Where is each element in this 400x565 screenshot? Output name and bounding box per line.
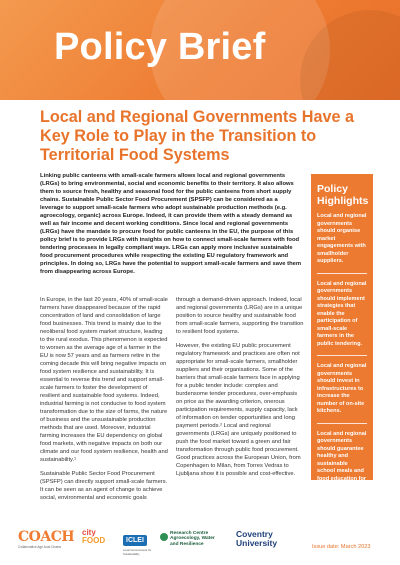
sidebar-title: Policy Highlights (317, 183, 369, 207)
body-paragraph: Sustainable Public Sector Food Procurement (SPSFP) can directly support small-scale farmers. It can be seen as an agent of change to achieve social, environmental and economic goals (40, 471, 168, 501)
highlight-item: Local and regional governments should implement strategies that enable the participation of small-scale farmers in the public tendering. (317, 280, 367, 347)
highlight-item: Local and regional governments should guarantee healthy and sustainable school meals and food education for every school child. (317, 430, 367, 497)
highlight-item: Local and regional governments should invest in infrastructures to increase the number of on-site kitchens. (317, 363, 367, 414)
coventry-line2: University (236, 537, 278, 548)
page-title: Policy Brief (54, 26, 266, 68)
body-paragraph: In Europe, in the last 20 years, 40% of small-scale farmers have disappeared because of the rapid concentration of land and consolidation of large food businesses. This trend is mainly due to the neoliberal food system market structure, leading to the rural exodus. This phenomenon is expected to worsen as the average age of a farmer in the EU is now 57 years and as farmers retire in the coming decade this will bring negative impacts on food system resilience and sustainability. It is essential to reverse this trend and support small-scale farmers to foster the development of resilient and sustainable food systems. Indeed, industrial farming is not conducive to food system transformation due to the size of farms, the nature of business and the unsustainable production methods that are used. Moreover, industrial farming increases the EU dependency on global food markets, with negative impacts on both our climate and our food system resilience, health and sustainability.¹ (40, 297, 168, 463)
intro-paragraph: Linking public canteens with small-scale farmers allows local and regional governments (LRGs) to bring environmental, social and economic benefits to their territory. It also allows them to source fresh, healthy and seasonal food for the public canteens from short supply chains. Sustainable Public Sector Food Procurement (SPSFP) can be considered as a leverage to support small-scale farmers who adopt sustainable production methods (e.g. agroecology, organic) across Europe. Indeed, it can provide them with a steady demand as well as fair income and decent working conditions. Since local and regional governments (LRGs) have the mandate to procure food for public canteens in the EU, the purpose of this policy brief is to provide LRGs with insights on how to connect small-scale farmers with food tendering processes in legally compliant ways. LRGs can apply more inclusive sustainable food procurement procedures while respecting the existing EU regulatory framework and principles. In doing so, LRGs have the potential to support small-scale farmers and save them from disappearing across Europe. (40, 173, 302, 275)
coventry-line1: Coventry (236, 529, 273, 539)
city-food-line1: city (82, 528, 96, 537)
issue-date: Issue date: March 2023 (312, 544, 371, 550)
policy-highlights-sidebar (311, 174, 373, 497)
divider (317, 355, 367, 356)
divider (317, 423, 367, 424)
header-banner (0, 0, 400, 100)
research-centre-logo (170, 531, 228, 547)
research-centre-line1: Research Centre (170, 531, 209, 536)
document-subtitle: Local and Regional Governments Have a Key Role to Play in the Transition to Territorial Food Systems (40, 108, 354, 164)
city-food-logo (82, 529, 114, 545)
iclei-logo-mark: ICLEI (123, 535, 147, 546)
iclei-logo (123, 529, 157, 556)
body-column-left (40, 296, 168, 508)
research-centre-badge-icon (160, 533, 168, 541)
coventry-university-logo (236, 530, 288, 547)
body-paragraph: through a demand-driven approach. Indeed, local and regional governments (LRGs) are in a unique position to source healthy and sustainable food from small-scale farmers, supporting the transition to resilient food systems. (176, 297, 304, 335)
body-column-middle (176, 296, 304, 484)
research-centre-line2: Agroecology, Water (170, 536, 215, 542)
iclei-logo-subtitle: Local Governments for Sustainability (123, 548, 152, 556)
coach-logo (18, 529, 75, 549)
research-centre-line3: and Resilience (170, 541, 204, 547)
city-food-line2: FOOD (82, 536, 106, 545)
coach-logo-mark: COACH (18, 529, 75, 545)
body-paragraph: However, the existing EU public procurement regulatory framework and practices are often not appropriate for small-scale farmers, smallholder suppliers and their organisations. Some of the barriers that small-scale farmers face in applying for a public tender include: complex and burdensome tender procedures, over-emphasis on price as the awarding criterion, onerous participation requirements, supply capacity, lack of information on tender opportunities and long payment periods.² Local and regional governments (LRGs) are uniquely positioned to push the food market toward a green and fair transformation through public food procurement. Good practices across the European Union, from Copenhagen to Milan, from Torres Vedras to Ljubljana show it is possible and cost-effective. (176, 343, 301, 477)
highlight-item: Local and regional governments should organise market engagements with smallholder suppliers. (317, 213, 367, 264)
divider (317, 273, 367, 274)
coach-logo-subtitle: Collaborative Agri-food Chains (18, 545, 62, 549)
